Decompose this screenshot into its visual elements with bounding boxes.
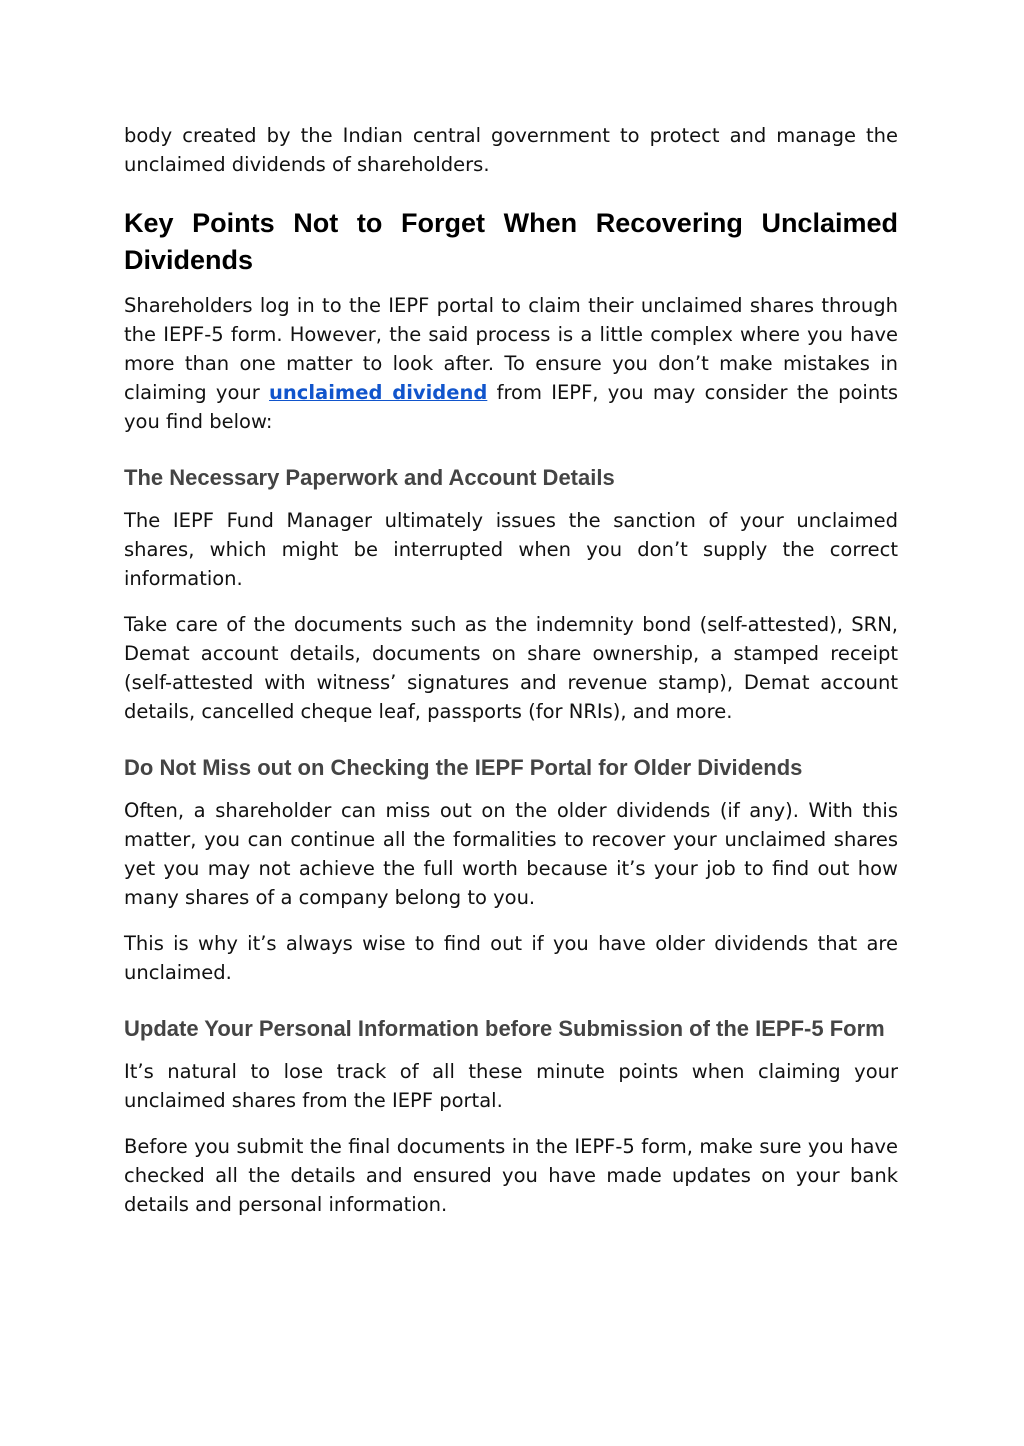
update-info-paragraph-2: Before you submit the final documents in the IEPF-5 form, make sure you have checked all the details and ensured you have made updates on your bank details and personal information. bbox=[124, 1135, 898, 1216]
main-heading: Key Points Not to Forget When Recovering Unclaimed Dividends bbox=[124, 208, 898, 275]
document-page bbox=[124, 121, 898, 1236]
main-paragraph-tail: from IEPF, you may consider the points you find below: bbox=[124, 381, 898, 433]
older-dividends-heading: Do Not Miss out on Checking the IEPF Portal for Older Dividends bbox=[124, 755, 803, 780]
older-dividends-paragraph-2: This is why it’s always wise to find out if you have older dividends that are unclaimed. bbox=[124, 932, 898, 984]
paperwork-paragraph-2: Take care of the documents such as the indemnity bond (self-attested), SRN, Demat account details, documents on share ownership, a stamped receipt (self-attested with witness’ signatures and revenue stamp), Demat account details, cancelled cheque leaf, passports (for NRIs), and more. bbox=[124, 613, 898, 723]
older-dividends-paragraph-1: Often, a shareholder can miss out on the older dividends (if any). With this matter, you can continue all the formalities to recover your unclaimed shares yet you may not achieve the full worth because it’s your job to find out how many shares of a company belong to you. bbox=[124, 799, 898, 909]
update-info-paragraph-1: It’s natural to lose track of all these minute points when claiming your unclaimed shares from the IEPF portal. bbox=[124, 1060, 898, 1112]
main-paragraph-lead: Shareholders log in to the IEPF portal to claim their unclaimed shares through the IEPF-5 form. However, the said process is a little complex where you have more than one matter to look after. To ensure you don’t make mistakes in claiming your bbox=[124, 294, 898, 404]
unclaimed-dividend-link[interactable]: unclaimed dividend bbox=[269, 381, 488, 404]
main-paragraph bbox=[124, 291, 898, 436]
update-info-heading: Update Your Personal Information before Submission of the IEPF-5 Form bbox=[124, 1016, 885, 1041]
intro-paragraph: body created by the Indian central government to protect and manage the unclaimed dividends of shareholders. bbox=[124, 124, 898, 176]
paperwork-paragraph-1: The IEPF Fund Manager ultimately issues the sanction of your unclaimed shares, which might be interrupted when you don’t supply the correct information. bbox=[124, 509, 898, 590]
paperwork-heading: The Necessary Paperwork and Account Details bbox=[124, 465, 615, 490]
